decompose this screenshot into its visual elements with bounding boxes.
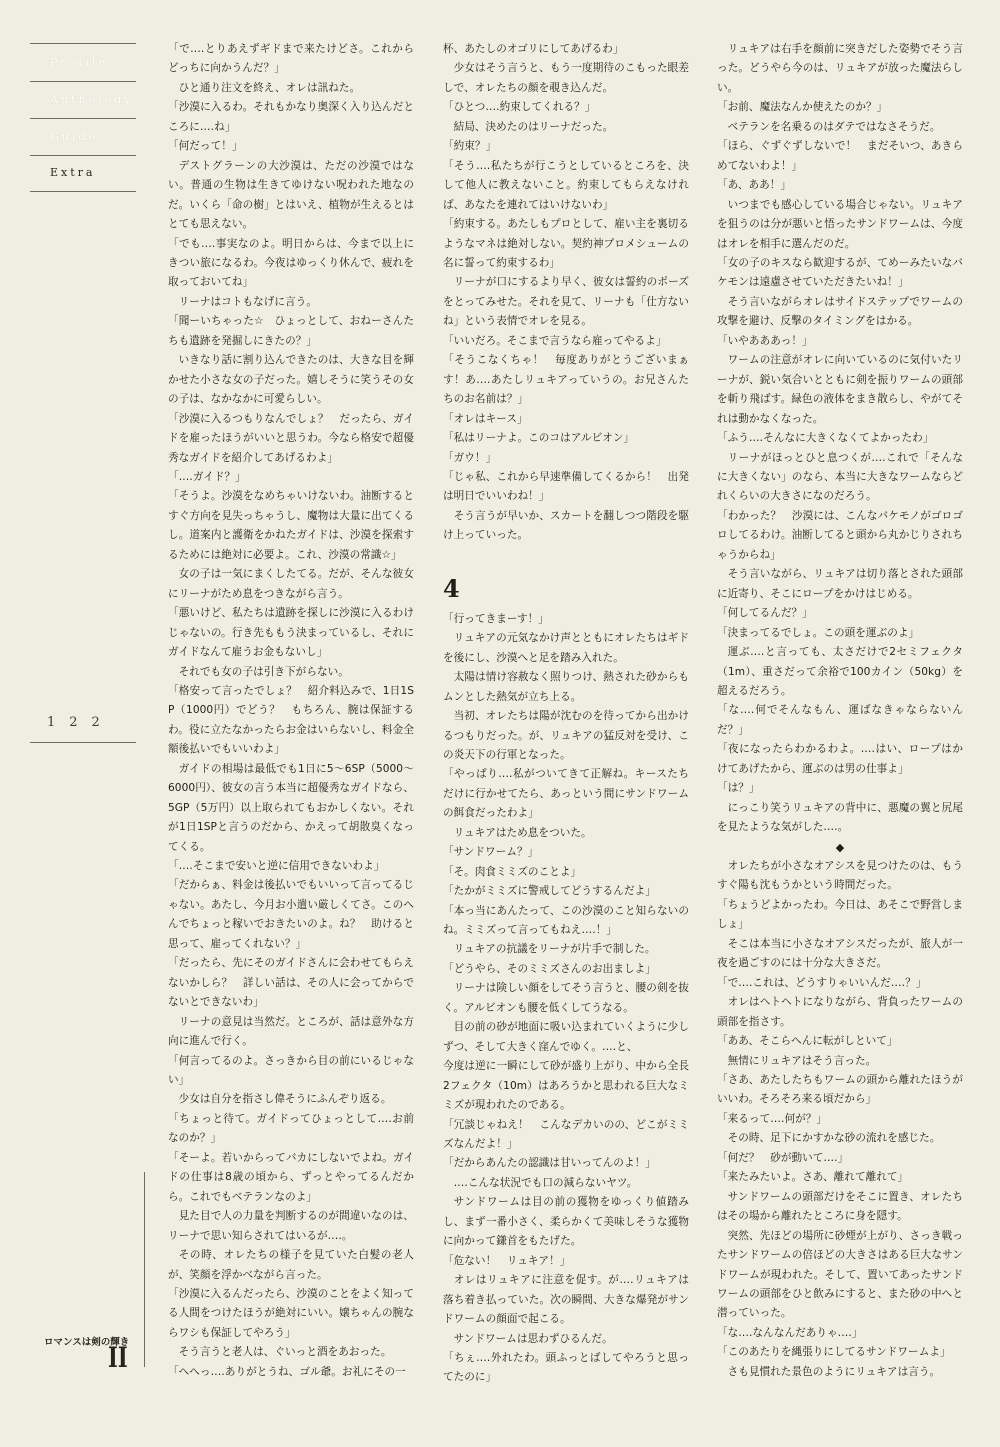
paragraph: 「そーよ。若いからってバカにしないでよね。ガイドの仕事は8歳の頃から、ずっとやってるんだから。これでもベテランなのよ」 [168, 1151, 414, 1203]
paragraph: 「サンドワーム？」 [443, 846, 539, 859]
paragraph: 「‥‥ガイド？」 [168, 470, 246, 483]
paragraph: ガイドの相場は最低でも1日に5〜6SP（5000〜6000円）、彼女の言う本当に超優秀なガイドなら、5GP（5万円）以上取られてもおかしくない。それが1日1SPと言うのだから、かえって胡散臭くなってくる。 [168, 762, 414, 853]
paragraph: 「沙漠に入るんだったら、沙漠のことをよく知ってる人間をつけたほうが絶対にいい。嬢ちゃんの腕ならワシも保証してやろう」 [168, 1288, 414, 1339]
paragraph: 「本っ当にあんたって、この沙漠のこと知らないのね。ミミズって言ってもねえ‥‥！」 [443, 904, 689, 937]
paragraph: 「そう‥‥私たちが行こうとしているところを、決して他人に教えないこと。約束してもらえなければ、あなたを連れてはいけないわ」 [443, 159, 689, 211]
paragraph: 「ほら、ぐずぐずしないで！ まだそいつ、あきらめてないわよ！」 [717, 140, 963, 172]
nav-item-anthology[interactable]: Anthology [50, 93, 134, 106]
paragraph: 運ぶ‥‥と言っても、太さだけで2セミフェクタ（1m）、重さだって余裕で100カイン（50kg）を超えるだろう。 [717, 646, 963, 697]
paragraph: 太陽は情け容赦なく照りつけ、熱された砂からもムンとした熱気が立ち上る。 [443, 671, 689, 703]
paragraph: オレたちが小さなオアシスを見つけたのは、もうすぐ陽も沈もうかという時間だった。 [717, 860, 963, 892]
paragraph: さも見慣れた景色のようにリュキアは言う。 [727, 1365, 941, 1378]
paragraph: 「だからぁ、料金は後払いでもいいって言ってるじゃない。あたし、今月お小遣い厳しくてさ。このへんでちょっと稼いでおきたいのよ。ね？ 助けると思って、雇ってくれない？」 [168, 879, 414, 950]
paragraph: 少女は自分を指さし偉そうにふんぞり返る。 [178, 1093, 392, 1106]
paragraph: 「そうよ。沙漠をなめちゃいけないわ。油断するとすぐ方向を見失っちゃうし、魔物は大量に出てくるし。道案内と護衛をかねたガイドは、沙漠を探索するためには絶対に必要よ。これ、沙漠の常識☆」 [168, 490, 414, 561]
paragraph: 当初、オレたちは陽が沈むのを待ってから出かけるつもりだった。が、リュキアの猛反対を受け、この炎天下の行軍となった。 [443, 710, 689, 761]
paragraph: 「だったら、先にそのガイドさんに会わせてもらえないかしら？ 詳しい話は、その人に会ってからでないとできないわ」 [168, 957, 414, 1009]
paragraph: 「いやあああっ！」 [717, 334, 813, 347]
paragraph: 「あ、ああ！」 [717, 179, 792, 192]
paragraph: その時、足下にかすかな砂の流れを感じた。 [727, 1132, 941, 1145]
paragraph: 「そ。肉食ミミズのことよ」 [443, 865, 582, 878]
paragraph: 「私はリーナよ。このコはアルビオン」 [443, 432, 635, 445]
paragraph: 「来たみたいよ。さあ、離れて離れて」 [717, 1171, 909, 1184]
paragraph: 「決まってるでしょ。この頭を運ぶのよ」 [717, 626, 920, 639]
nav-rule [30, 81, 136, 82]
paragraph: 「ガウ！」 [443, 451, 497, 464]
paragraph: デストグラーンの大沙漠は、ただの沙漠ではない。普通の生物は生きてゆけない呪われた地なのだ。いくら「命の樹」とはいえ、植物が生えるとはとても思えない。 [168, 159, 414, 231]
paragraph: 「危ない！ リュキア！」 [443, 1254, 571, 1267]
paragraph: そこは本当に小さなオアシスだったが、旅人が一夜を過ごすのには十分な大きさだ。 [717, 937, 963, 970]
paragraph: 「だからあんたの認識は甘いってんのよ！」 [443, 1157, 656, 1170]
paragraph: 「夜になったらわかるわよ。‥‥はい、ロープはかけてあげたから、運ぶのは男の仕事よ」 [717, 743, 963, 775]
nav-rule [30, 155, 136, 156]
paragraph: 「悪いけど、私たちは遺跡を探しに沙漠に入るわけじゃないの。行き先ももう決まっているし、それにガイドなんて雇うお金もないし」 [168, 607, 414, 659]
paragraph: 杯、あたしのオゴリにしてあげるわ」 [443, 43, 624, 55]
section-heading: 4 [443, 573, 460, 603]
paragraph: 「で‥‥とりあえずギドまで来たけどさ。これからどっちに向かうんだ？」 [168, 43, 414, 75]
paragraph: 「な‥‥何でそんなもん、運ばなきゃならないんだ？」 [717, 704, 963, 736]
paragraph: リーナはコトもなげに言う。 [178, 295, 317, 308]
paragraph: そう言うと老人は、ぐいっと酒をあおった。 [178, 1346, 392, 1359]
paragraph: そう言いながら、リュキアは切り落とされた頭部に近寄り、そこにロープをかけはじめる。 [717, 568, 963, 600]
paragraph: いつまでも感心している場合じゃない。リュキアを狙うのは分が悪いと悟ったサンドワームは、今度はオレを相手に選んだのだ。 [717, 198, 963, 250]
paragraph: いきなり話に割り込んできたのは、大きな目を輝かせた小さな女の子だった。嬉しそうに笑うその女の子は、なかなかに可愛らしい。 [168, 354, 414, 406]
paragraph: ベテランを名乗るのはダテではなさそうだ。 [727, 120, 941, 133]
paragraph: 「たかがミミズに警戒してどうするんだよ」 [443, 885, 656, 898]
paragraph: 突然、先ほどの場所に砂煙が上がり、さっき戦ったサンドワームの倍ほどの大きさはある巨大なサンドワームが現われた。そして、置いてあったサンドワームの頭部をひと飲みにすると、また砂の中へと潜っていった。 [717, 1229, 963, 1320]
paragraph: 「ああ、そこらへんに転がしといて」 [717, 1035, 898, 1048]
paragraph: 「行ってきまーす！」 [443, 612, 549, 625]
paragraph: 「は？」 [717, 782, 760, 795]
scene-separator: ◆ [835, 840, 845, 854]
page-number: 122 [47, 715, 114, 730]
paragraph: 「オレはキース」 [443, 412, 528, 425]
paragraph: 結局、決めたのはリーナだった。 [453, 120, 614, 133]
paragraph: 「な‥‥なんなんだありゃ‥‥」 [717, 1326, 863, 1339]
paragraph: 「ちぇ‥‥外れたわ。頭ふっとばしてやろうと思ってたのに」 [443, 1352, 689, 1384]
paragraph: 「このあたりを縄張りにしてるサンドワームよ」 [717, 1346, 951, 1359]
paragraph: 「さあ、あたしたちもワームの頭から離れたほうがいいわ。そろそろ来る頃だから」 [717, 1074, 963, 1106]
paragraph: オレはリュキアに注意を促す。が‥‥リュキアは落ち着き払っていた。次の瞬間、大きな爆発がサンドワームの顔面で起こる。 [443, 1274, 689, 1326]
paragraph: ひと通り注文を終え、オレは訊ねた。 [178, 81, 361, 94]
paragraph: ‥‥こんな状況でも口の減らないヤツ。 [453, 1176, 638, 1189]
paragraph: 「で‥‥これは、どうすりゃいいんだ‥‥？」 [717, 976, 927, 989]
text-block-3a [717, 40, 963, 838]
paragraph: 見た目で人の力量を判断するのが間違いなのは、リーナで思い知らされてはいるが‥‥。 [168, 1210, 414, 1242]
paragraph: そう言うが早いか、スカートを翻しつつ階段を駆け上っていった。 [443, 509, 689, 542]
paragraph: 「そうこなくちゃ！ 毎度ありがとうございまぁす！あ‥‥あたしリュキアっていうの。お兄さんたちのお名前は？」 [443, 354, 689, 406]
paragraph: 「格安って言ったでしょ？ 紹介料込みで、1日1SP（1000円）でどう？ もちろん、腕は保証するわ。役に立たなかったらお金はいらないし、料金全額後払いでもいいわよ」 [168, 684, 414, 756]
page-number-rule [30, 742, 136, 743]
paragraph: にっこり笑うリュキアの背中に、悪魔の翼と尻尾を見たような気がした‥‥。 [717, 801, 963, 834]
nav-rule [30, 191, 136, 192]
paragraph: リュキアの抗議をリーナが片手で制した。 [453, 943, 656, 956]
text-block-3b [717, 857, 963, 1382]
paragraph: 「ひとつ‥‥約束してくれる？」 [443, 101, 596, 114]
paragraph: サンドワームは目の前の獲物をゆっくり値踏みし、まず一番小さく、柔らかくて美味しそうな獲物に向かって鎌首をもたげた。 [443, 1196, 689, 1248]
paragraph: リーナがほっとひと息つくが‥‥これで「そんなに大きくない」のなら、本当に大きなワームならどれくらいの大きさになのだろう。 [717, 451, 963, 503]
paragraph: 「冗談じゃねえ！ こんなデカいのの、どこがミミズなんだよ！」 [443, 1118, 689, 1151]
text-column-2 [443, 40, 689, 1388]
nav-rule [30, 118, 136, 119]
nav-item-profile[interactable]: Profile [50, 56, 108, 69]
paragraph: サンドワームは思わずひるんだ。 [453, 1332, 613, 1345]
paragraph: 「ちょうどよかったわ。今日は、あそこで野営しましょ」 [717, 898, 963, 931]
paragraph: 女の子は一気にまくしたてる。だが、そんな彼女にリーナがため息をつきながら言う。 [168, 568, 414, 600]
paragraph: 「ちょっと待て。ガイドってひょっとして‥‥お前なのか？」 [168, 1112, 414, 1145]
paragraph: リーナの意見は当然だ。ところが、話は意外な方向に進んで行く。 [168, 1015, 414, 1048]
series-title: ロマンスは剣の輝き [44, 1337, 130, 1348]
text-column-3 [717, 40, 963, 1382]
nav-item-guide[interactable]: Guide [50, 130, 98, 143]
paragraph: 少女はそう言うと、もう一度期待のこもった眼差しで、オレたちの顔を覗き込んだ。 [443, 62, 689, 94]
paragraph: リュキアは右手を顔前に突きだした姿勢でそう言った。どうやら今のは、リュキアが放った魔法らしい。 [717, 43, 963, 94]
text-column-1 [168, 40, 414, 1382]
paragraph: 「お前、魔法なんか使えたのか？」 [717, 101, 888, 114]
paragraph: オレはヘトヘトになりながら、背負ったワームの頭部を指さす。 [717, 996, 963, 1028]
paragraph: 「わかった？ 沙漠には、こんなバケモノがゴロゴロしてるわけ。油断してると頭から丸かじりされちゃうからね」 [717, 509, 963, 561]
volume-number: II [108, 1341, 128, 1374]
paragraph: 目の前の砂が地面に吸い込まれていくように少しずつ、そして大きく窪んでゆく。‥‥と、 [443, 1021, 689, 1053]
paragraph: サンドワームの頭部だけをそこに置き、オレたちはその場から離れたところに身を隠す。 [717, 1190, 963, 1223]
paragraph: 「やっぱり‥‥私がついてきて正解ね。キースたちだけに行かせてたら、あっという間にサンドワームの餌食だったわよ」 [443, 768, 689, 820]
nav-rule [30, 43, 136, 44]
paragraph: 「いいだろ。そこまで言うなら雇ってやるよ」 [443, 334, 667, 347]
paragraph: リーナが口にするより早く、彼女は誓約のポーズをとってみせた。それを見て、リーナも「仕方ないね」という表情でオレを見る。 [443, 276, 689, 328]
paragraph: 「約束する。あたしもプロとして、雇い主を裏切るようなマネは絶対しない。契約神プロメシュームの名に誓って約束するわ」 [443, 218, 689, 269]
paragraph: 「へへっ‥‥ありがとうね、ゴル爺。お礼にその一 [168, 1365, 406, 1378]
paragraph: 「何だ？ 砂が動いて‥‥」 [717, 1151, 849, 1164]
paragraph: 「どうやら、そのミミズさんのお出ましよ」 [443, 962, 656, 975]
paragraph: 「じゃ私、これから早速準備してくるから！ 出発は明日でいいわね！」 [443, 470, 689, 503]
paragraph: そう言いながらオレはサイドステップでワームの攻撃を避け、反撃のタイミングをはかる。 [717, 295, 963, 328]
paragraph: 「‥‥そこまで安いと逆に信用できないわよ」 [168, 860, 385, 873]
paragraph: 「でも‥‥事実なのよ。明日からは、今まで以上にきつい旅になるわ。今夜はゆっくり休んで、疲れを取っておいてね」 [168, 237, 414, 289]
paragraph: 「ふう‥‥そんなに大きくなくてよかったわ」 [717, 432, 934, 445]
paragraph: 「約束？」 [443, 140, 497, 153]
nav-item-extra[interactable]: Extra [50, 166, 96, 179]
paragraph: 今度は逆に一瞬にして砂が盛り上がり、中から全長2フェクタ（10m）はあろうかと思われる巨大なミミズが現われたのである。 [443, 1060, 689, 1112]
paragraph: 「沙漠に入るつもりなんでしょ？ だったら、ガイドを雇ったほうがいいと思うわ。今なら格安で超優秀なガイドを紹介してあげるわよ」 [168, 412, 414, 464]
paragraph: 「沙漠に入るわ。それもかなり奥深く入り込んだところに‥‥ね」 [168, 101, 414, 133]
text-block-2a [443, 40, 689, 546]
paragraph: 「何だって！」 [168, 140, 243, 153]
paragraph: 「何してるんだ？」 [717, 607, 813, 620]
paragraph: リュキアはため息をついた。 [453, 826, 592, 839]
paragraph: 「女の子のキスなら歓迎するが、てめーみたいなバケモンは遠慮させていただきたいね！」 [717, 256, 963, 289]
paragraph: リュキアの元気なかけ声とともにオレたちはギドを後にし、沙漠へと足を踏み入れた。 [443, 632, 689, 664]
footer-vertical-rule [144, 1172, 145, 1367]
paragraph: それでも女の子は引き下がらない。 [178, 665, 349, 678]
paragraph: 無情にリュキアはそう言った。 [727, 1054, 877, 1067]
paragraph: 「何言ってるのよ。さっきから目の前にいるじゃない」 [168, 1054, 414, 1087]
paragraph: 「来るって‥‥何が？」 [717, 1112, 828, 1125]
paragraph: ワームの注意がオレに向いているのに気付いたリーナが、鋭い気合いとともに剣を振りワームの頭部を斬り飛ばす。緑色の液体をまき散らし、やがてそれは動かなくなった。 [717, 354, 963, 425]
paragraph: その時、オレたちの様子を見ていた白髪の老人が、笑顔を浮かべながら言った。 [168, 1249, 414, 1281]
paragraph: 「聞ーいちゃった☆ ひょっとして、おねーさんたちも遺跡を発掘しにきたの？」 [168, 315, 414, 347]
text-block-2b [443, 610, 689, 1388]
paragraph: リーナは険しい顔をしてそう言うと、腰の剣を抜く。アルビオンも腰を低くしてうなる。 [443, 982, 689, 1014]
